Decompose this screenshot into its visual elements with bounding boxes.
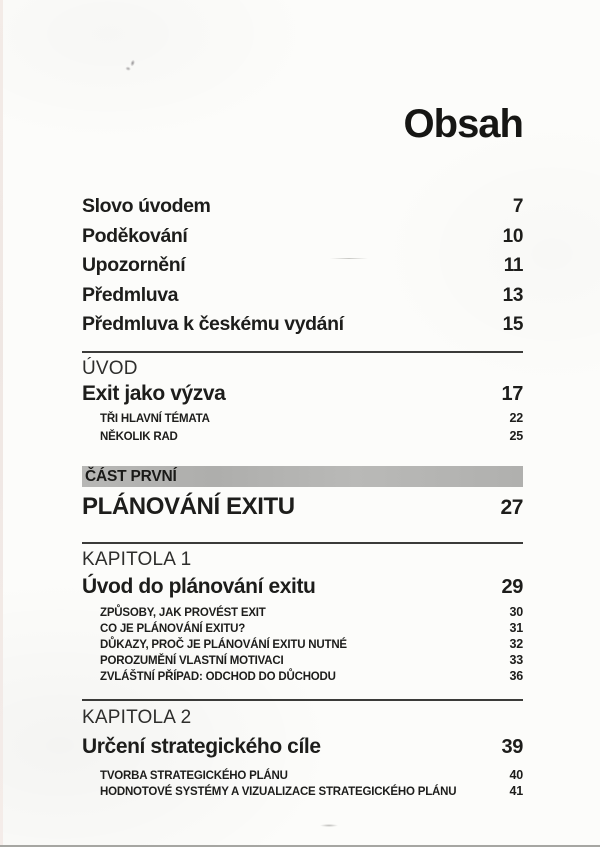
section-eyebrow: KAPITOLA 1 [82,548,192,570]
entry-page-number: 27 [500,495,523,519]
section-divider [82,699,523,701]
entry-label: TŘI HLAVNÍ TÉMATA [100,412,210,425]
entry-page-number: 33 [509,653,523,668]
entry-label: Upozornění [82,254,186,276]
entry-page-number: 29 [501,575,523,598]
entry-page-number: 40 [509,767,523,782]
entry-label: ZVLÁŠTNÍ PŘÍPAD: ODCHOD DO DŮCHODU [100,671,336,684]
front-matter-list [82,192,523,340]
entry-label: Slovo úvodem [82,195,211,217]
entry-page-number: 17 [501,382,523,405]
toc-subentry [82,428,523,446]
scan-smudge [122,56,139,74]
part-banner: ČÁST PRVNÍ [82,466,523,487]
section-eyebrow: KAPITOLA 2 [82,706,192,728]
entry-page-number: 10 [502,225,523,247]
page-title: Obsah [403,102,523,146]
part-title: PLÁNOVÁNÍ EXITU [82,492,295,520]
entry-page-number: 31 [509,620,523,635]
toc-entry [82,382,523,406]
chapter-title: Určení strategického cíle [82,734,321,758]
entry-label: Předmluva k českému vydání [82,313,344,335]
entry-label: TVORBA STRATEGICKÉHO PLÁNU [100,769,288,782]
toc-entry [82,251,523,281]
section-divider [82,542,523,544]
toc-entry [82,192,523,222]
subentry-list [82,605,523,686]
entry-label: ZPŮSOBY, JAK PROVÉST EXIT [100,606,266,619]
toc-content [82,100,523,800]
toc-entry [82,575,523,599]
entry-label: NĚKOLIK RAD [100,430,178,443]
entry-page-number: 32 [509,636,523,651]
chapter-title: Exit jako výzva [82,381,226,405]
entry-page-number: 25 [509,428,523,443]
section-chapter-2 [82,699,523,800]
toc-entry [82,735,523,759]
entry-page-number: 15 [502,314,523,335]
subentry-list [82,768,523,800]
section-eyebrow: ÚVOD [82,357,138,379]
entry-page-number: 22 [509,410,523,425]
toc-subentry [82,653,523,669]
section-intro [82,351,523,446]
toc-entry [82,310,523,340]
entry-label: DŮKAZY, PROČ JE PLÁNOVÁNÍ EXITU NUTNÉ [100,638,347,651]
entry-page-number: 41 [509,783,523,798]
toc-entry [82,281,523,311]
subentry-list [82,410,523,446]
toc-entry [82,494,523,521]
toc-entry [82,222,523,252]
toc-subentry [82,621,523,637]
entry-label: CO JE PLÁNOVÁNÍ EXITU? [100,622,246,635]
entry-page-number: 11 [503,255,523,276]
chapter-title: Úvod do plánování exitu [82,574,316,598]
toc-subentry [82,410,523,428]
toc-subentry [82,768,523,784]
toc-subentry [82,637,523,653]
scan-crease [330,258,368,259]
entry-page-number: 13 [502,284,523,306]
section-part-one [82,466,523,521]
scan-smudge [316,823,342,828]
toc-subentry [82,669,523,685]
scan-edge-left [0,0,3,847]
section-divider [82,351,523,353]
entry-page-number: 39 [501,735,523,758]
entry-page-number: 36 [509,669,523,684]
entry-label: Poděkování [82,224,188,247]
section-chapter-1 [82,542,523,686]
entry-label: HODNOTOVÉ SYSTÉMY A VIZUALIZACE STRATEGICKÉHO PLÁNU [100,785,457,798]
toc-subentry [82,605,523,621]
entry-label: Předmluva [82,283,179,306]
toc-subentry [82,784,523,800]
entry-page-number: 7 [512,196,523,217]
entry-page-number: 30 [509,604,523,619]
entry-label: POROZUMĚNÍ VLASTNÍ MOTIVACI [100,655,284,668]
